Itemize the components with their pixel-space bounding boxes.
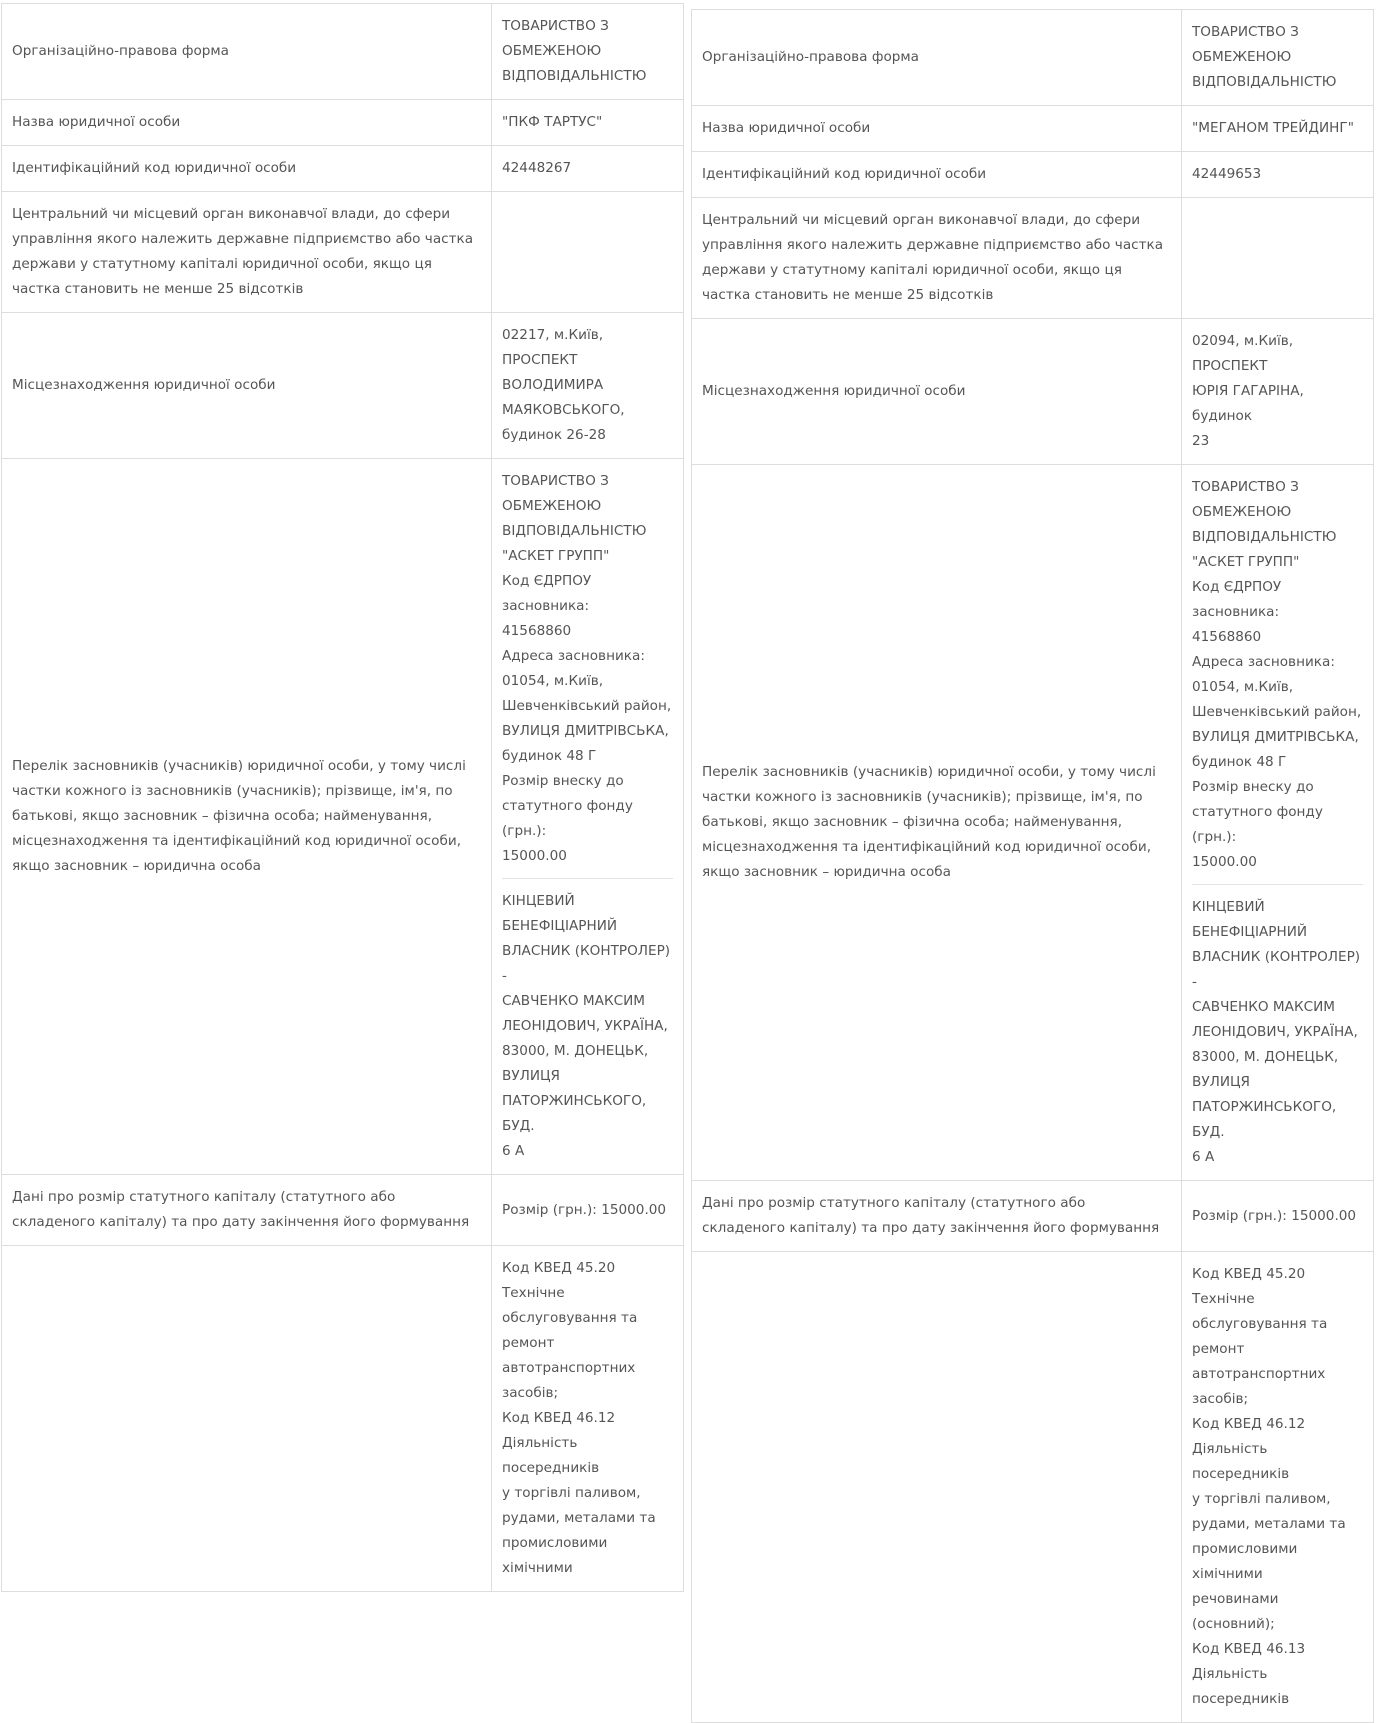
- row-value: 42449653: [1182, 152, 1374, 198]
- row-value: 02217, м.Київ, ПРОСПЕКТ ВОЛОДИМИРА МАЯКОВСЬКОГО, будинок 26-28: [492, 313, 684, 459]
- right-registry-table: [691, 9, 1374, 1723]
- table-row: [2, 1175, 684, 1246]
- divider: [1192, 884, 1363, 885]
- row-label: Ідентифікаційний код юридичної особи: [692, 152, 1182, 198]
- founders-value: [492, 459, 684, 1175]
- row-label: Організаційно-правова форма: [692, 10, 1182, 106]
- table-row: [2, 1246, 684, 1592]
- row-label: Назва юридичної особи: [692, 106, 1182, 152]
- row-label: [2, 1246, 492, 1592]
- table-row: [692, 152, 1374, 198]
- table-row: [692, 1252, 1374, 1723]
- beneficiary-entry: КІНЦЕВИЙ БЕНЕФІЦІАРНИЙ ВЛАСНИК (КОНТРОЛЕР) - САВЧЕНКО МАКСИМ ЛЕОНІДОВИЧ, УКРАЇНА, 83000, М. ДОНЕЦЬК, ВУЛИЦЯ ПАТОРЖИНСЬКОГО, БУД. 6 А: [502, 893, 671, 1159]
- left-table-container: [0, 0, 684, 1576]
- row-label: [692, 1252, 1182, 1723]
- founder-entry: ТОВАРИСТВО З ОБМЕЖЕНОЮ ВІДПОВІДАЛЬНІСТЮ "АСКЕТ ГРУПП" Код ЄДРПОУ засновника: 41568860 Адреса засновника: 01054, м.Київ, Шевченківський район, ВУЛИЦЯ ДМИТРІВСЬКА, будинок 48 Г Розмір внеску до статутного фонду (грн.): 15000.00: [502, 473, 672, 864]
- row-label: Місцезнаходження юридичної особи: [692, 319, 1182, 465]
- divider: [502, 878, 673, 879]
- table-row: [2, 192, 684, 313]
- row-label: Центральний чи місцевий орган виконавчої влади, до сфери управління якого належить державне підприємство або частка держави у статутному капіталі юридичної особи, якщо ця частка становить не менше 25 відсотків: [692, 198, 1182, 319]
- row-label: Ідентифікаційний код юридичної особи: [2, 146, 492, 192]
- row-label: Перелік засновників (учасників) юридичної особи, у тому числі частки кожного із засновників (учасників); прізвище, ім'я, по батькові, якщо засновник – фізична особа; найменування, місцезнаходження та ідентифікаційний код юридичної особи, якщо засновник – юридична особа: [692, 465, 1182, 1181]
- row-value: 02094, м.Київ, ПРОСПЕКТ ЮРІЯ ГАГАРІНА, будинок 23: [1182, 319, 1374, 465]
- row-value: ТОВАРИСТВО З ОБМЕЖЕНОЮ ВІДПОВІДАЛЬНІСТЮ: [492, 4, 684, 100]
- row-value: "МЕГАНОМ ТРЕЙДИНГ": [1182, 106, 1374, 152]
- table-row: [2, 146, 684, 192]
- row-value: [492, 192, 684, 313]
- row-value: Розмір (грн.): 15000.00: [1182, 1181, 1374, 1252]
- table-row: [692, 106, 1374, 152]
- kved-value: Код КВЕД 45.20 Технічне обслуговування та ремонт автотранспортних засобів; Код КВЕД 46.12 Діяльність посередників у торгівлі паливом, рудами, металами та промисловими хімічними речовинами (основний); Код КВЕД 46.13 Діяльність посередників: [1182, 1252, 1374, 1723]
- row-label: Дані про розмір статутного капіталу (статутного або складеного капіталу) та про дату закінчення його формування: [692, 1181, 1182, 1252]
- row-label: Організаційно-правова форма: [2, 4, 492, 100]
- table-row: [692, 10, 1374, 106]
- row-value: "ПКФ ТАРТУС": [492, 100, 684, 146]
- table-row: [2, 4, 684, 100]
- table-row: [2, 459, 684, 1175]
- table-row: [692, 1181, 1374, 1252]
- row-label: Дані про розмір статутного капіталу (статутного або складеного капіталу) та про дату закінчення його формування: [2, 1175, 492, 1246]
- left-registry-table: [1, 3, 684, 1592]
- kved-value: Код КВЕД 45.20 Технічне обслуговування та ремонт автотранспортних засобів; Код КВЕД 46.12 Діяльність посередників у торгівлі паливом, рудами, металами та промисловими хімічними: [492, 1246, 684, 1592]
- table-row: [2, 100, 684, 146]
- right-table-container: [690, 0, 1374, 1707]
- row-label: Центральний чи місцевий орган виконавчої влади, до сфери управління якого належить державне підприємство або частка держави у статутному капіталі юридичної особи, якщо ця частка становить не менше 25 відсотків: [2, 192, 492, 313]
- row-label: Назва юридичної особи: [2, 100, 492, 146]
- row-label: Місцезнаходження юридичної особи: [2, 313, 492, 459]
- row-label: Перелік засновників (учасників) юридичної особи, у тому числі частки кожного із засновників (учасників); прізвище, ім'я, по батькові, якщо засновник – фізична особа; найменування, місцезнаходження та ідентифікаційний код юридичної особи, якщо засновник – юридична особа: [2, 459, 492, 1175]
- table-row: [2, 313, 684, 459]
- founders-value: [1182, 465, 1374, 1181]
- table-row: [692, 319, 1374, 465]
- row-value: 42448267: [492, 146, 684, 192]
- beneficiary-entry: КІНЦЕВИЙ БЕНЕФІЦІАРНИЙ ВЛАСНИК (КОНТРОЛЕР) - САВЧЕНКО МАКСИМ ЛЕОНІДОВИЧ, УКРАЇНА, 83000, М. ДОНЕЦЬК, ВУЛИЦЯ ПАТОРЖИНСЬКОГО, БУД. 6 А: [1192, 899, 1361, 1165]
- table-row: [692, 198, 1374, 319]
- row-value: [1182, 198, 1374, 319]
- row-value: ТОВАРИСТВО З ОБМЕЖЕНОЮ ВІДПОВІДАЛЬНІСТЮ: [1182, 10, 1374, 106]
- row-value: Розмір (грн.): 15000.00: [492, 1175, 684, 1246]
- table-row: [692, 465, 1374, 1181]
- founder-entry: ТОВАРИСТВО З ОБМЕЖЕНОЮ ВІДПОВІДАЛЬНІСТЮ "АСКЕТ ГРУПП" Код ЄДРПОУ засновника: 41568860 Адреса засновника: 01054, м.Київ, Шевченківський район, ВУЛИЦЯ ДМИТРІВСЬКА, будинок 48 Г Розмір внеску до статутного фонду (грн.): 15000.00: [1192, 479, 1362, 870]
